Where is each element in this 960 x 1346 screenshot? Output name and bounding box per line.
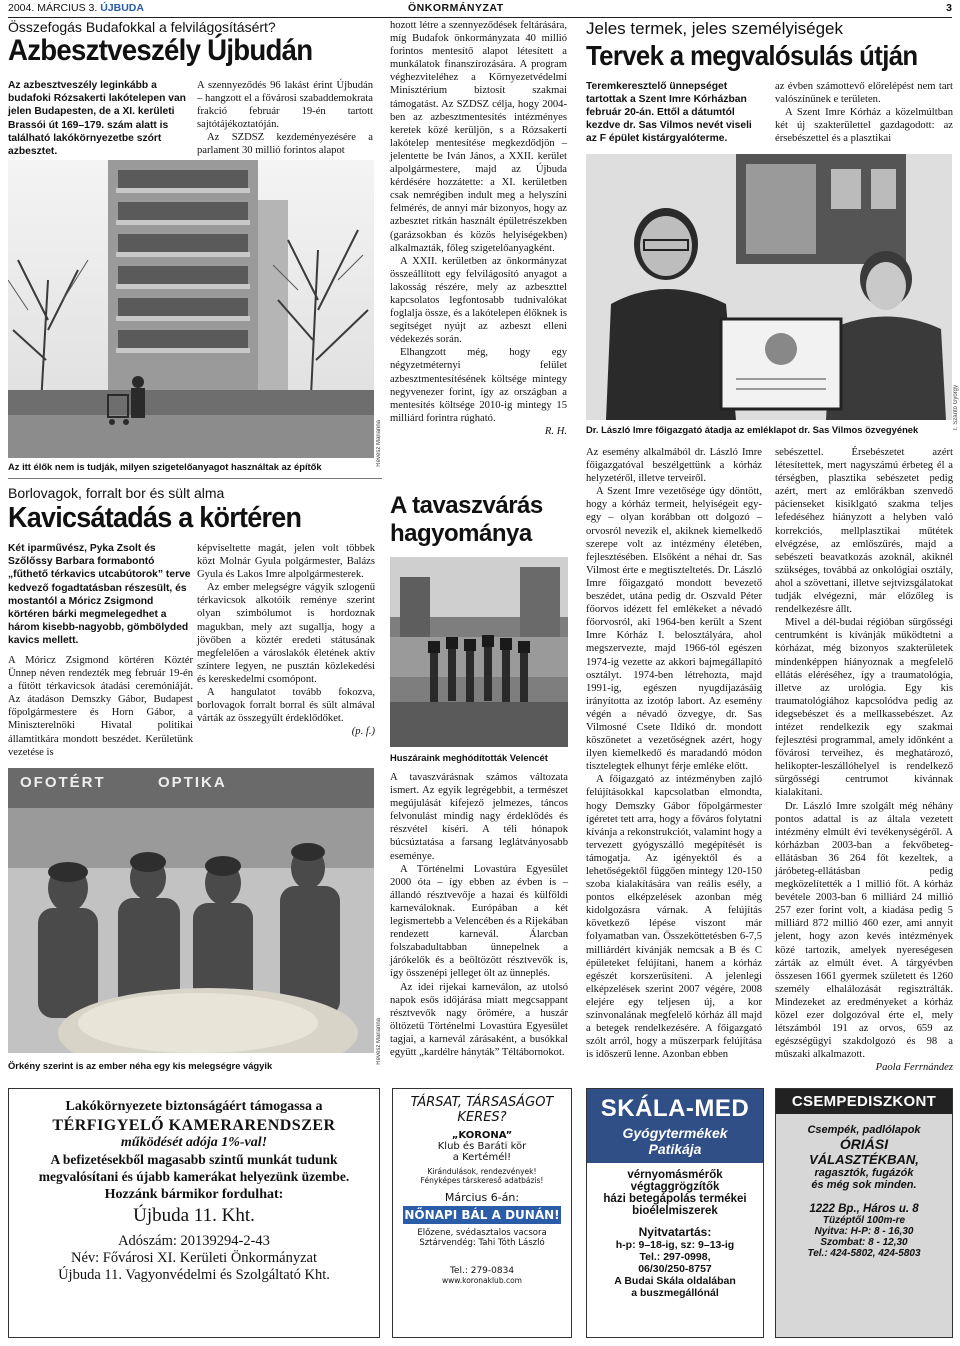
korona-ad-club: „KORONA” — [451, 1130, 513, 1141]
article4-col1-p3: A főigazgató az intézményben zajló felújításokkal kapcsolatban elmondta, hogy Demszky Gábor főpolgármester ígéretet tett arra, hogy a főváros folytatni kívánja a rekonstrukciót, valamint hogy a tervezett gyógyszálló megépítését is támogatja. Az igényektől és a lehetőségektől függően mintegy 120-150 szoba kialakítására van reális esély, a pontos elképzelések azonban még kidolgozásra várnak. A felújítás következő lépése viszont már folyamatban van. Összeköttetésben 6-7,5 milliárdért kívánják nemcsak a B és C épületeket felújítani, hanem a kórház egészét korszerűsíteni. A jelenlegi elképzelések szerint 2007 végére, 2008 elejére egy teljesen új, a kor színvonalának megfelelő kórház áll majd a betegek rendelkezésére. A főigazgató szólt arról, hogy a műszerpark felújítása is időszerű lenne. Azonban ebben — [586, 774, 762, 1061]
camera-ad-line3: működését adója 1%-val! — [120, 1135, 268, 1150]
page-header — [8, 2, 952, 16]
article4-col2 — [775, 446, 953, 1075]
camera-ad-line9: Újbuda 11. Vagyonvédelmi és Szolgáltató Kht. — [58, 1267, 330, 1283]
csempe-ad-open2: Nyitva: H-P: 8 - 16,30 — [814, 1226, 914, 1237]
camera-ad-line7: Adószám: 20139294-2-43 — [118, 1233, 270, 1249]
article3-title: A tavaszvárás hagyománya — [390, 492, 543, 547]
hospital-photo — [586, 154, 952, 420]
article1-col3-p3: Elhangzott még, hogy egy négyzetméternyi felület azbesztmentesítésének költsége mintegy negyvenezer forint, így az országban a mentesítés költsége 2010-ig mintegy 15 milliárd forintra rúgható. — [390, 347, 567, 424]
shop-sign-right: OPTIKA — [158, 774, 227, 791]
crowd-photo — [8, 768, 374, 1053]
skala-ad-tel2: 06/30/250-8757 — [638, 1263, 712, 1275]
article1-signature: R. H. — [544, 425, 567, 437]
csempe-ad-l2: ÓRIÁSI — [839, 1136, 889, 1152]
camera-ad-line8: Név: Fővárosi XI. Kerületi Önkormányzat — [70, 1250, 318, 1266]
article3-body — [390, 771, 568, 1059]
camera-ad — [8, 1088, 380, 1338]
header-section: ÖNKORMÁNYZAT — [408, 2, 504, 14]
article4-col2-p3: Dr. László Imre szolgált még néhány pontos adattal is az általa vezetett intézmény elmúlt évi tevékenységéről. A kórházban 2003-ban a fekvőbeteg-ellátásban 36 264 főt kezeltek, a járóbeteg-ellátásban pedig megközelítették a 1 millió főt. A kórház bevétele 2003-ban 6 milliárd 24 millió 257 ezer forint volt, a kiadása pedig 5 milliárd 872 millió 460 ezer, ami annyit jelent, hogy azon kevés intézmények közé tartozik, amelyek nyereségesen zárták az elmúlt évet. A tárgyévben összesen 1661 gyermek született és 1260 személy elhalálozását regisztrálták. Mindezeket az eredményeket a kórház közel ezer dolgozóval érte el, mely létszámból 191 az orvos, 659 az egészségügyi szakdolgozó és 98 a műszaki alkalmazott. — [775, 800, 953, 1061]
csempe-ad-l3: VÁLASZTÉKBAN, — [809, 1152, 919, 1167]
header-rule — [8, 17, 952, 18]
article1-col3-p1: hozott létre a szennyeződések feltárására, míg Budafok önkormányzata 40 millió forintos mentesítő alapot létesített a munkálatok finanszírozására. A program véghezviteléhez a Környezetvédelmi Minisztérium biztosít szakmai támogatást. Az SZDSZ célja, hogy 2004-ben az azbesztmentesítés intézményes keretek közé kerüljön, s a Rózsakerti lakótelep mentesítése megkezdődjön – jelentette be Iván János, a XXII. kerület alpolgármestere, majd az Újbuda kérdésére hozzátette: a XI. kerületben csak nemrégiben indult meg a helyszíni felmérés, de annyi már bizonyos, hogy az azbesztet ritkán használt épületrészekben (garázsokban és közös helyiségekben) alkalmazták, főleg szigetelőanyagként. — [390, 20, 567, 254]
article1-col3-p2: A XXII. kerületben az önkormányzat összeállított egy felvilágosító anyagot a lakosság részére, mely az azbeszttel kapcsolatos legfontosabb tudnivalókat foglalja össze, és a lakótelepen élőknek is segítséget nyújt az azbeszt elleni védekezés során. — [390, 255, 567, 346]
article2-lead: Két iparművész, Pyka Zsolt és Szőlőssy Barbara formabontó „fűthető térkavics utcabútorok” terve kedvező fogadtatásban részesült, és mostantól a Móricz Zsigmond körtéren bárki megmelegedhet a három kisebb-nagyobb, gömbölyded kavics mellett. — [8, 543, 191, 647]
csempe-ad-l4: ragasztók, fugázók — [814, 1167, 914, 1179]
article4-lead: Teremkeresztelő ünnepséget tartottak a Szent Imre Kórházban február 20-án. Ettől a dátumtól kezdve dr. Sas Vilmos nevét viseli az F épület kistárgyalóterme. — [586, 81, 752, 144]
venice-photo — [390, 557, 568, 747]
article1-col2-p1: A szennyeződés 96 lakást érint Újbudán – hangzott el a fővárosi szabaddemokrata frakció február 19-én tartott sajtótájékoztatóján. — [197, 80, 373, 131]
article2-col2 — [197, 542, 375, 738]
hospital-photo-credit: T. Szántó György — [953, 385, 959, 432]
korona-ad — [392, 1088, 572, 1338]
korona-ad-title: TÁRSAT, TÁRSASÁGOT KERES? — [410, 1095, 554, 1125]
article1-col3 — [390, 19, 567, 438]
csempe-ad-tel: Tel.: 424-5802, 424-5803 — [807, 1248, 921, 1259]
skala-ad-hours-title: Nyitvatartás: — [638, 1225, 712, 1239]
page-number: 3 — [946, 2, 952, 14]
skala-ad-sub2: Patikája — [587, 1141, 763, 1163]
camera-ad-line5: Hozzánk bármikor fordulhat: — [104, 1187, 284, 1202]
article1-col2 — [197, 79, 373, 158]
article2-kicker: Borlovagok, forralt bor és sült alma — [8, 485, 225, 501]
csempe-ad-title: CSEMPEDISZKONT — [776, 1089, 952, 1114]
building-photo-credit: Révész Marianna — [376, 420, 382, 467]
korona-ad-l1: Kirándulások, rendezvények! — [427, 1167, 537, 1176]
korona-ad-event: NŐNAPI BÁL A DUNÁN! — [404, 1208, 560, 1222]
shop-sign-left: OFOTÉRT — [20, 774, 106, 791]
article2-col2-p3: A hangulatot tovább fokozva, borlovagok forralt borral és sült almával várták az összegyűlt érdeklődőket. — [197, 687, 375, 725]
skala-ad-loc2: a buszmegállónál — [631, 1287, 719, 1299]
korona-ad-l2: Fényképes társkereső adatbázis! — [420, 1176, 544, 1185]
camera-ad-line1: Lakókörnyezete biztonságáért támogassa a — [65, 1099, 323, 1114]
csempe-ad-l5: és még sok minden. — [811, 1179, 917, 1191]
csempe-ad-l1: Csempék, padlólapok — [807, 1124, 921, 1136]
article4-col1-p1: Az esemény alkalmából dr. László Imre főigazgatóval beszélgettünk a kórház helyzetéről, illetve terveiről. — [586, 447, 762, 485]
building-photo — [8, 160, 374, 458]
skala-ad-title: SKÁLA-MED — [587, 1089, 763, 1125]
hospital-illustration — [586, 154, 952, 420]
skala-ad-tel1: Tel.: 297-0998, — [639, 1251, 711, 1263]
crowd-photo-credit: Révész Marianna — [376, 1018, 382, 1065]
article-divider — [8, 478, 382, 479]
article4-col2-p2: Mivel a dél-budai régióban sürgősségi centrumként is kívánják működtetni a kórházat, még bizonyos szakterületek mindenképpen hiányoznak a megfelelő ellátás eléréséhez, így a traumatológia, illetve az urológia. Egy kis traumatológiához kapcsolódva pedig az idegsebészet és a mellkassebészet. Az intézet rendelkezik egy szakmai fejlesztési programmal, amely időnként a fővárosi terveihez, és meghatározó, helikopter-leszállóhelyel is rendelkező sürgősségi centrumot kívánnak kialakítani. — [775, 617, 953, 799]
korona-ad-club3: a Kertémél! — [452, 1152, 512, 1163]
skala-ad-loc1: A Budai Skála oldalában — [614, 1275, 736, 1287]
article4-col1 — [586, 446, 762, 1061]
article1-title: Azbesztveszély Újbudán — [8, 34, 313, 67]
korona-ad-tel: Tel.: 279-0834 — [449, 1266, 515, 1276]
skala-ad-item3: házi betegápolás termékei — [603, 1193, 747, 1205]
article2-signature: (p. f.) — [351, 726, 375, 738]
article4-intro-p1: az évben számottevő előrelépést nem tart valószínűnek e területen. — [775, 81, 953, 106]
camera-ad-line4: A befizetésekből magasabb szintű munkát tudunk megvalósítani és újabb kamerákat helyezünk üzembe. — [38, 1152, 350, 1184]
skala-ad-item1: vérnyomásmérők — [627, 1169, 723, 1181]
article3-p2: A Történelmi Lovastúra Egyesület 2000 óta – így ebben az évben is – állandó résztvevője a hazai és külföldi karneváloknak. Európában a két legismertebb a Velencében és a Rijekában rendezett karnevál. Álarcban folszabadultabban ünnepelnek a járókelők és a beöltözött résztvevők is, így összenépi jelleget ölt az ünneplés. — [390, 863, 568, 980]
skala-ad-sub1: Gyógytermékek — [587, 1125, 763, 1141]
csempe-ad-open1: Tüzéptől 100m-re — [822, 1215, 906, 1226]
article4-kicker: Jeles termek, jeles személyiségek — [586, 19, 843, 38]
article3-p3: Az idei rijekai karneválon, az utolsó napok esős időjárása miatt megcsappant résztvevők nagy örömére, a huszár öltözetű Történelmi Lovastúra Egyesület tagjai, a karnevál zárásaként, a busókkal együtt „kardélre hányták” Téltábornokot. — [390, 981, 568, 1058]
korona-ad-date: Március 6-án: — [444, 1191, 520, 1204]
article4-signature: Paola Ferrnández — [875, 1062, 953, 1074]
article1-lead: Az azbesztveszély leginkább a budafoki Rózsakerti lakótelepen van jelen Budapesten, de a XI. kerületi Brassói út 169–179. szám alatt is található lakókörnyezetbe szórt azbesztet. — [8, 80, 186, 158]
article2-title: Kavicsátadás a körtéren — [8, 502, 302, 534]
skala-ad-item2: végtaggrögzítők — [630, 1181, 720, 1193]
skala-ad-hours: h-p: 9–18-ig, sz: 9–13-ig — [615, 1239, 735, 1251]
article1-kicker: Összefogás Budafokkal a felvilágosításért? — [8, 19, 276, 35]
article4-title: Tervek a megvalósulás útján — [586, 40, 918, 71]
hospital-photo-caption: Dr. László Imre főigazgató átadja az emléklapot dr. Sas Vilmos özvegyének — [586, 424, 919, 435]
csempe-ad-addr: 1222 Bp., Háros u. 8 — [809, 1203, 919, 1215]
korona-ad-web: www.koronaklub.com — [442, 1276, 522, 1285]
article4-col2-p1: sebészettel. Érsebészetet azért létesítettek, mert nagyszámú érbeteg él a térségben, plasztika sebészetet pedig azért, mert az emlőrákban szenvedő pácienseket kisiklgató szakma teljes lefedéséhez hiányzott a helyben való korrekciós, mellplasztikai műtétek elvégzése, az emlőszűrés, majd a sebészeti beavatkozás azoknál, akiknél szükséges, továbbá az onkológiai osztály, ahol a szövettani, illetve sejtvizsgálatokat tudják elvégezni, már előzőleg is rendelkezésre állt. — [775, 447, 953, 616]
article3-p1: A tavaszvárásnak számos változata ismert. Az egyik legrégebbit, a természet megújulását kifejező jelmezes, táncos felvonulást mindig nagy érdeklődés és részvétel kíséri. A téli hónapok búcsúztatása a farsang leglátványosabb eseménye. — [390, 772, 568, 862]
venice-photo-caption: Huszáraink meghódították Velencét — [390, 752, 548, 763]
article2-col1-p1: A Móricz Zsigmond körtéren Köztér Ünnep néven rendezték meg február 19-én a fűtött térkavicsok átadási ceremóniáját. Az átadáson Demszky Gábor, Budapest főpolgármestere és Horn Gábor, a Miniszterelnöki Hivatal politikai államtitkára mondott beszédet. Kerületünk vezetése is — [8, 655, 193, 758]
crowd-illustration — [8, 768, 374, 1053]
article2-col2-p2: Az ember melegségre vágyik szlogenű térkavicsok alkotóik reménye szerint olyan szimbólumot is hordoznak magukban, mely azt sugallja, hogy a jövőben a köztér eredeti státusának megfelelően a városlakók életének aktív színtere legyen, ne pusztán közlekedési és kereskedelmi csomópont. — [197, 582, 375, 685]
camera-ad-line6: Újbuda 11. Kht. — [133, 1205, 255, 1226]
skala-med-ad — [586, 1088, 764, 1338]
building-illustration — [8, 160, 374, 458]
article2-col2-p1: képviseltette magát, jelen volt többek közt Molnár Gyula polgármester, Balázs Gyula és Lakos Imre alpolgármesterek. — [197, 543, 375, 581]
csempe-ad-open3: Szombat: 8 - 12,30 — [820, 1237, 908, 1248]
camera-ad-line2: TÉRFIGYELŐ KAMERARENDSZER — [52, 1117, 336, 1134]
header-date: 2004. MÁRCIUS 3. — [8, 2, 98, 14]
venice-illustration — [390, 557, 568, 747]
skala-ad-item4: bioélelmiszerek — [632, 1205, 718, 1217]
korona-ad-l3: Előzene, svédasztalos vacsora — [417, 1228, 547, 1238]
article2-col1 — [8, 654, 193, 759]
article1-col2-p2: Az SZDSZ kezdeményezésére a parlament 30 millió forintos alapot — [197, 132, 373, 157]
article4-col1-p2: A Szent Imre vezetősége úgy döntött, hogy a kórház termeit, helyiségeit egy-egy – olyan korábban ott dolgozó – orvosról nevezik el, akiknek kiemelkedő szerepe volt az intézmény életében, fejlesztésében. Elsőként a néhai dr. Sas Vilmost érte e megtiszteltetés. Dr. László Imre főigazgató mondott bevezető beszédet, utána pedig dr. Oszvald Péter főorvos idézett fel emlékeket a névadó főorvosról, aki 1964-ben került a Szent Imre Kórház I. belosztályára, ahol megszervezte, majd 1966-tól egészen 1974-ig vezette az akkori bajmegállapító osztályt. 1974-ben létrehozta, majd 1991-ig, egészen nyugdíjazásáig irányította az izotóp labort. Az esemény végén a névadó özvegye, dr. Sas Vilmosné Csete Ildikó dr. mondott köszönetet a vezetőségnek azért, hogy ilyen kiemelkedő és maradandó módon tisztelegtek elhunyt férje emléke előtt. — [586, 486, 762, 773]
crowd-photo-caption: Örkény szerint is az ember néha egy kis melegségre vágyik — [8, 1060, 273, 1071]
korona-ad-l4: Sztárvendég: Tahi Tóth László — [419, 1238, 545, 1248]
korona-ad-club2: Klub és Baráti kör — [437, 1141, 527, 1152]
building-photo-caption: Az itt élők nem is tudják, milyen szigetelőanyagot használtak az építők — [8, 461, 322, 472]
article4-intro — [775, 80, 953, 145]
article4-intro-p2: A Szent Imre Kórház a közelmúltban két új szakterülettel gazdagodott: az érsebészettel és a plasztikai — [775, 107, 953, 145]
header-paper: ÚJBUDA — [100, 2, 144, 14]
csempe-ad — [775, 1088, 953, 1338]
